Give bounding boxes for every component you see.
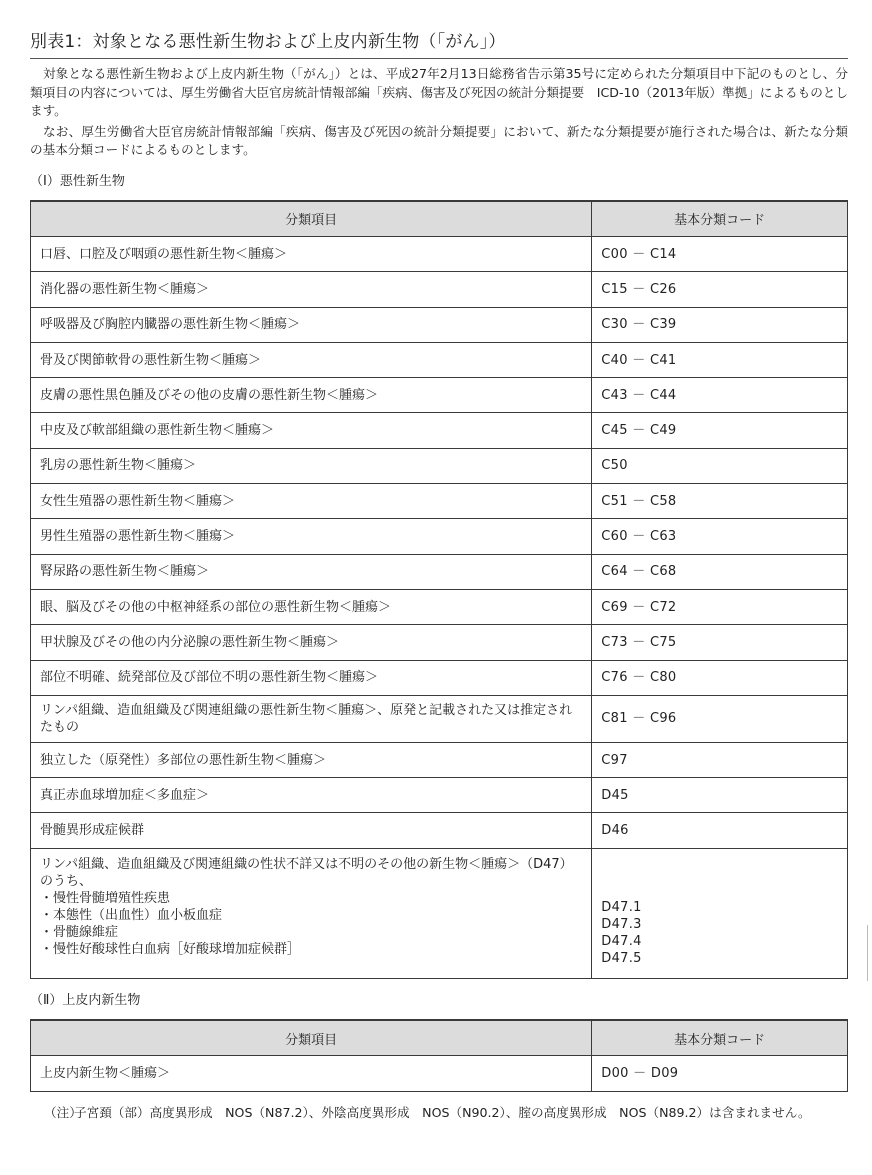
list-item: ・骨髄線維症 bbox=[40, 924, 119, 940]
row-code: C40 － C41 bbox=[592, 342, 848, 377]
row-code: C51 － C58 bbox=[592, 484, 848, 519]
row-code: C60 － C63 bbox=[592, 519, 848, 554]
malignant-neoplasm-table bbox=[30, 200, 848, 979]
list-item: D47.3 bbox=[601, 916, 642, 932]
row-item: 真正赤血球増加症＜多血症＞ bbox=[31, 778, 592, 813]
section-label-carcinoma-in-situ: （Ⅱ）上皮内新生物 bbox=[30, 992, 141, 1008]
row-code: C15 － C26 bbox=[592, 272, 848, 307]
row-item-d47 bbox=[31, 848, 592, 978]
row-code: C97 bbox=[592, 742, 848, 777]
row-item: 骨及び関節軟骨の悪性新生物＜腫瘍＞ bbox=[31, 342, 592, 377]
table-row bbox=[31, 237, 848, 272]
row-code: C69 － C72 bbox=[592, 589, 848, 624]
table-row bbox=[31, 519, 848, 554]
footnote-label: （注） bbox=[44, 1104, 82, 1120]
carcinoma-in-situ-table bbox=[30, 1019, 848, 1092]
row-item: 女性生殖器の悪性新生物＜腫瘍＞ bbox=[31, 484, 592, 519]
table-row-d47 bbox=[31, 848, 848, 978]
row-item: 男性生殖器の悪性新生物＜腫瘍＞ bbox=[31, 519, 592, 554]
page-title: 別表1：対象となる悪性新生物および上皮内新生物（「がん」） bbox=[30, 30, 848, 59]
row-code: C45 － C49 bbox=[592, 413, 848, 448]
list-item: ・慢性好酸球性白血病［好酸球増加症候群］ bbox=[40, 941, 301, 957]
table-row bbox=[31, 413, 848, 448]
d47-lead-text: リンパ組織、造血組織及び関連組織の性状不詳又は不明のその他の新生物＜腫瘍＞（D47）のうち、 bbox=[40, 856, 573, 889]
row-code: C50 bbox=[592, 448, 848, 483]
row-item: 乳房の悪性新生物＜腫瘍＞ bbox=[31, 448, 592, 483]
table-row bbox=[31, 554, 848, 589]
intro-paragraph-1: 対象となる悪性新生物および上皮内新生物（「がん」）とは、平成27年2月13日総務省告示第35号に定められた分類項目中下記のものとし、分類項目の内容については、厚生労働省大臣官房統計情報部編「疾病、傷害及び死因の統計分類提要 ICD-10（2013年版）準拠」によるものとします。 bbox=[30, 66, 848, 118]
margin-mark bbox=[866, 925, 868, 981]
row-item: 独立した（原発性）多部位の悪性新生物＜腫瘍＞ bbox=[31, 742, 592, 777]
list-item: D47.5 bbox=[601, 950, 642, 966]
header-item: 分類項目 bbox=[31, 1020, 592, 1056]
header-code: 基本分類コード bbox=[592, 1020, 848, 1056]
d47-code-list bbox=[601, 899, 838, 967]
row-code: C30 － C39 bbox=[592, 307, 848, 342]
row-code-d47 bbox=[592, 848, 848, 978]
intro-paragraph-2: なお、厚生労働省大臣官房統計情報部編「疾病、傷害及び死因の統計分類提要」において、新たな分類提要が施行された場合は、新たな分類の基本分類コードによるものとします。 bbox=[30, 123, 848, 157]
list-item: D47.4 bbox=[601, 933, 642, 949]
row-item: リンパ組織、造血組織及び関連組織の悪性新生物＜腫瘍＞、原発と記載された又は推定されたもの bbox=[31, 695, 592, 742]
row-item: 部位不明確、続発部位及び部位不明の悪性新生物＜腫瘍＞ bbox=[31, 660, 592, 695]
row-code: C81 － C96 bbox=[592, 695, 848, 742]
table-row bbox=[31, 378, 848, 413]
row-item: 骨髄異形成症候群 bbox=[31, 813, 592, 848]
list-item: ・本態性（出血性）血小板血症 bbox=[40, 907, 223, 923]
table-row bbox=[31, 589, 848, 624]
row-item: 皮膚の悪性黒色腫及びその他の皮膚の悪性新生物＜腫瘍＞ bbox=[31, 378, 592, 413]
table-row bbox=[31, 272, 848, 307]
table-row bbox=[31, 342, 848, 377]
table-row bbox=[31, 307, 848, 342]
row-item: 口唇、口腔及び咽頭の悪性新生物＜腫瘍＞ bbox=[31, 237, 592, 272]
footnote bbox=[30, 1104, 848, 1123]
row-code: C76 － C80 bbox=[592, 660, 848, 695]
row-item: 上皮内新生物＜腫瘍＞ bbox=[31, 1056, 592, 1091]
row-code: D46 bbox=[592, 813, 848, 848]
section-label-malignant: （Ⅰ）悪性新生物 bbox=[30, 173, 125, 189]
row-item: 呼吸器及び胸腔内臓器の悪性新生物＜腫瘍＞ bbox=[31, 307, 592, 342]
d47-subitem-list bbox=[40, 890, 582, 958]
table-row bbox=[31, 484, 848, 519]
row-code: C00 － C14 bbox=[592, 237, 848, 272]
table-row bbox=[31, 813, 848, 848]
table-row bbox=[31, 1056, 848, 1091]
table-row bbox=[31, 625, 848, 660]
row-item: 甲状腺及びその他の内分泌腺の悪性新生物＜腫瘍＞ bbox=[31, 625, 592, 660]
list-item: D47.1 bbox=[601, 899, 642, 915]
row-item: 眼、脳及びその他の中枢神経系の部位の悪性新生物＜腫瘍＞ bbox=[31, 589, 592, 624]
row-code: C43 － C44 bbox=[592, 378, 848, 413]
table-row bbox=[31, 695, 848, 742]
table-row bbox=[31, 742, 848, 777]
row-code: D00 － D09 bbox=[592, 1056, 848, 1091]
header-item: 分類項目 bbox=[31, 201, 592, 237]
table-row bbox=[31, 660, 848, 695]
list-item: ・慢性骨髄増殖性疾患 bbox=[40, 890, 171, 906]
row-code: C73 － C75 bbox=[592, 625, 848, 660]
header-code: 基本分類コード bbox=[592, 201, 848, 237]
row-code: C64 － C68 bbox=[592, 554, 848, 589]
row-code: D45 bbox=[592, 778, 848, 813]
row-item: 消化器の悪性新生物＜腫瘍＞ bbox=[31, 272, 592, 307]
table-row bbox=[31, 448, 848, 483]
row-item: 中皮及び軟部組織の悪性新生物＜腫瘍＞ bbox=[31, 413, 592, 448]
row-item: 腎尿路の悪性新生物＜腫瘍＞ bbox=[31, 554, 592, 589]
table-row bbox=[31, 778, 848, 813]
footnote-text: 子宮頚（部）高度異形成 NOS（N87.2）、外陰高度異形成 NOS（N90.2）、腟の高度異形成 NOS（N89.2）は含まれません。 bbox=[74, 1104, 811, 1120]
table-header-row bbox=[31, 201, 848, 237]
table-header-row bbox=[31, 1020, 848, 1056]
